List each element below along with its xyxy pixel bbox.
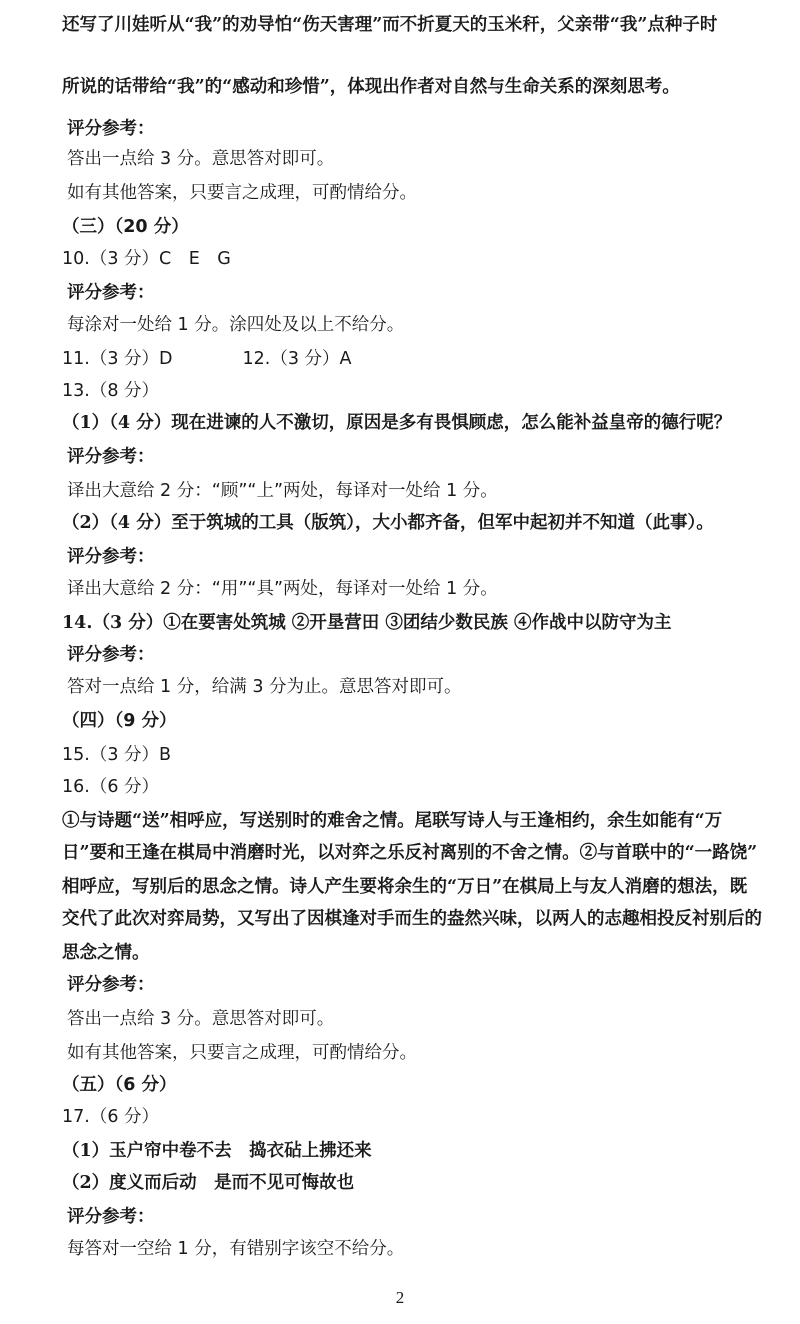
scoring-rule-line: 译出大意给 2 分：“顾”“上”两处，每译对一处给 1 分。 <box>67 481 498 501</box>
scoring-reference-heading: 评分参考： <box>67 1207 155 1227</box>
scoring-rule-line: 答出一点给 3 分。意思答对即可。 <box>67 1009 335 1029</box>
scoring-reference-heading: 评分参考： <box>67 283 155 303</box>
section-heading: （四）（9 分） <box>62 711 177 731</box>
scoring-reference-heading: 评分参考： <box>67 119 155 139</box>
scoring-reference-heading: 评分参考： <box>67 547 155 567</box>
section-heading: （三）（20 分） <box>62 217 189 237</box>
scoring-reference-heading: 评分参考： <box>67 975 155 995</box>
dictation-answer-line: （1）玉户帘中卷不去 捣衣砧上拂还来 <box>62 1141 372 1161</box>
scoring-rule-line: 如有其他答案，只要言之成理，可酌情给分。 <box>67 1043 417 1063</box>
question-answer-line: 11.（3 分）D 12.（3 分）A <box>62 349 352 369</box>
poem-answer-line: ①与诗题“送”相呼应，写送别时的难舍之情。尾联写诗人与王逢相约，余生如能有“万 <box>62 811 723 831</box>
question-number-line: 13.（8 分） <box>62 381 160 401</box>
scoring-reference-heading: 评分参考： <box>67 645 155 665</box>
scoring-reference-heading: 评分参考： <box>67 447 155 467</box>
answer-text-line: 所说的话带给“我”的“感动和珍惜”，体现出作者对自然与生命关系的深刻思考。 <box>62 77 680 97</box>
section-heading: （五）（6 分） <box>62 1075 177 1095</box>
scoring-rule-line: 答出一点给 3 分。意思答对即可。 <box>67 149 335 169</box>
poem-answer-line: 思念之情。 <box>62 943 150 963</box>
question-answer-line: 10.（3 分）C E G <box>62 249 231 269</box>
scoring-rule-line: 答对一点给 1 分，给满 3 分为止。意思答对即可。 <box>67 677 462 697</box>
translation-answer-line: （1）（4 分）现在进谏的人不激切，原因是多有畏惧顾虑，怎么能补益皇帝的德行呢？ <box>62 413 732 433</box>
page-number: 2 <box>395 1288 405 1307</box>
poem-answer-line: 交代了此次对弈局势，又写出了因棋逢对手而生的盎然兴味，以两人的志趣相投反衬别后的 <box>62 909 762 929</box>
question-answer-line: 14.（3 分）①在要害处筑城 ②开垦营田 ③团结少数民族 ④作战中以防守为主 <box>62 613 672 633</box>
question-number-line: 16.（6 分） <box>62 777 160 797</box>
scoring-rule-line: 每涂对一处给 1 分。涂四处及以上不给分。 <box>67 315 405 335</box>
scoring-rule-line: 译出大意给 2 分：“用”“具”两处，每译对一处给 1 分。 <box>67 579 498 599</box>
dictation-answer-line: （2）度义而后动 是而不见可悔故也 <box>62 1173 355 1193</box>
scoring-rule-line: 如有其他答案，只要言之成理，可酌情给分。 <box>67 183 417 203</box>
translation-answer-line: （2）（4 分）至于筑城的工具（版筑），大小都齐备，但军中起初并不知道（此事）。 <box>62 513 714 533</box>
answer-text-line: 还写了川娃听从“我”的劝导怕“伤天害理”而不折夏天的玉米秆，父亲带“我”点种子时 <box>62 15 718 35</box>
question-answer-line: 15.（3 分）B <box>62 745 172 765</box>
poem-answer-line: 日”要和王逢在棋局中消磨时光，以对弈之乐反衬离别的不舍之情。②与首联中的“一路饶” <box>62 843 758 863</box>
poem-answer-line: 相呼应，写别后的思念之情。诗人产生要将余生的“万日”在棋局上与友人消磨的想法，既 <box>62 877 748 897</box>
scoring-rule-line: 每答对一空给 1 分，有错别字该空不给分。 <box>67 1239 405 1259</box>
question-number-line: 17.（6 分） <box>62 1107 160 1127</box>
